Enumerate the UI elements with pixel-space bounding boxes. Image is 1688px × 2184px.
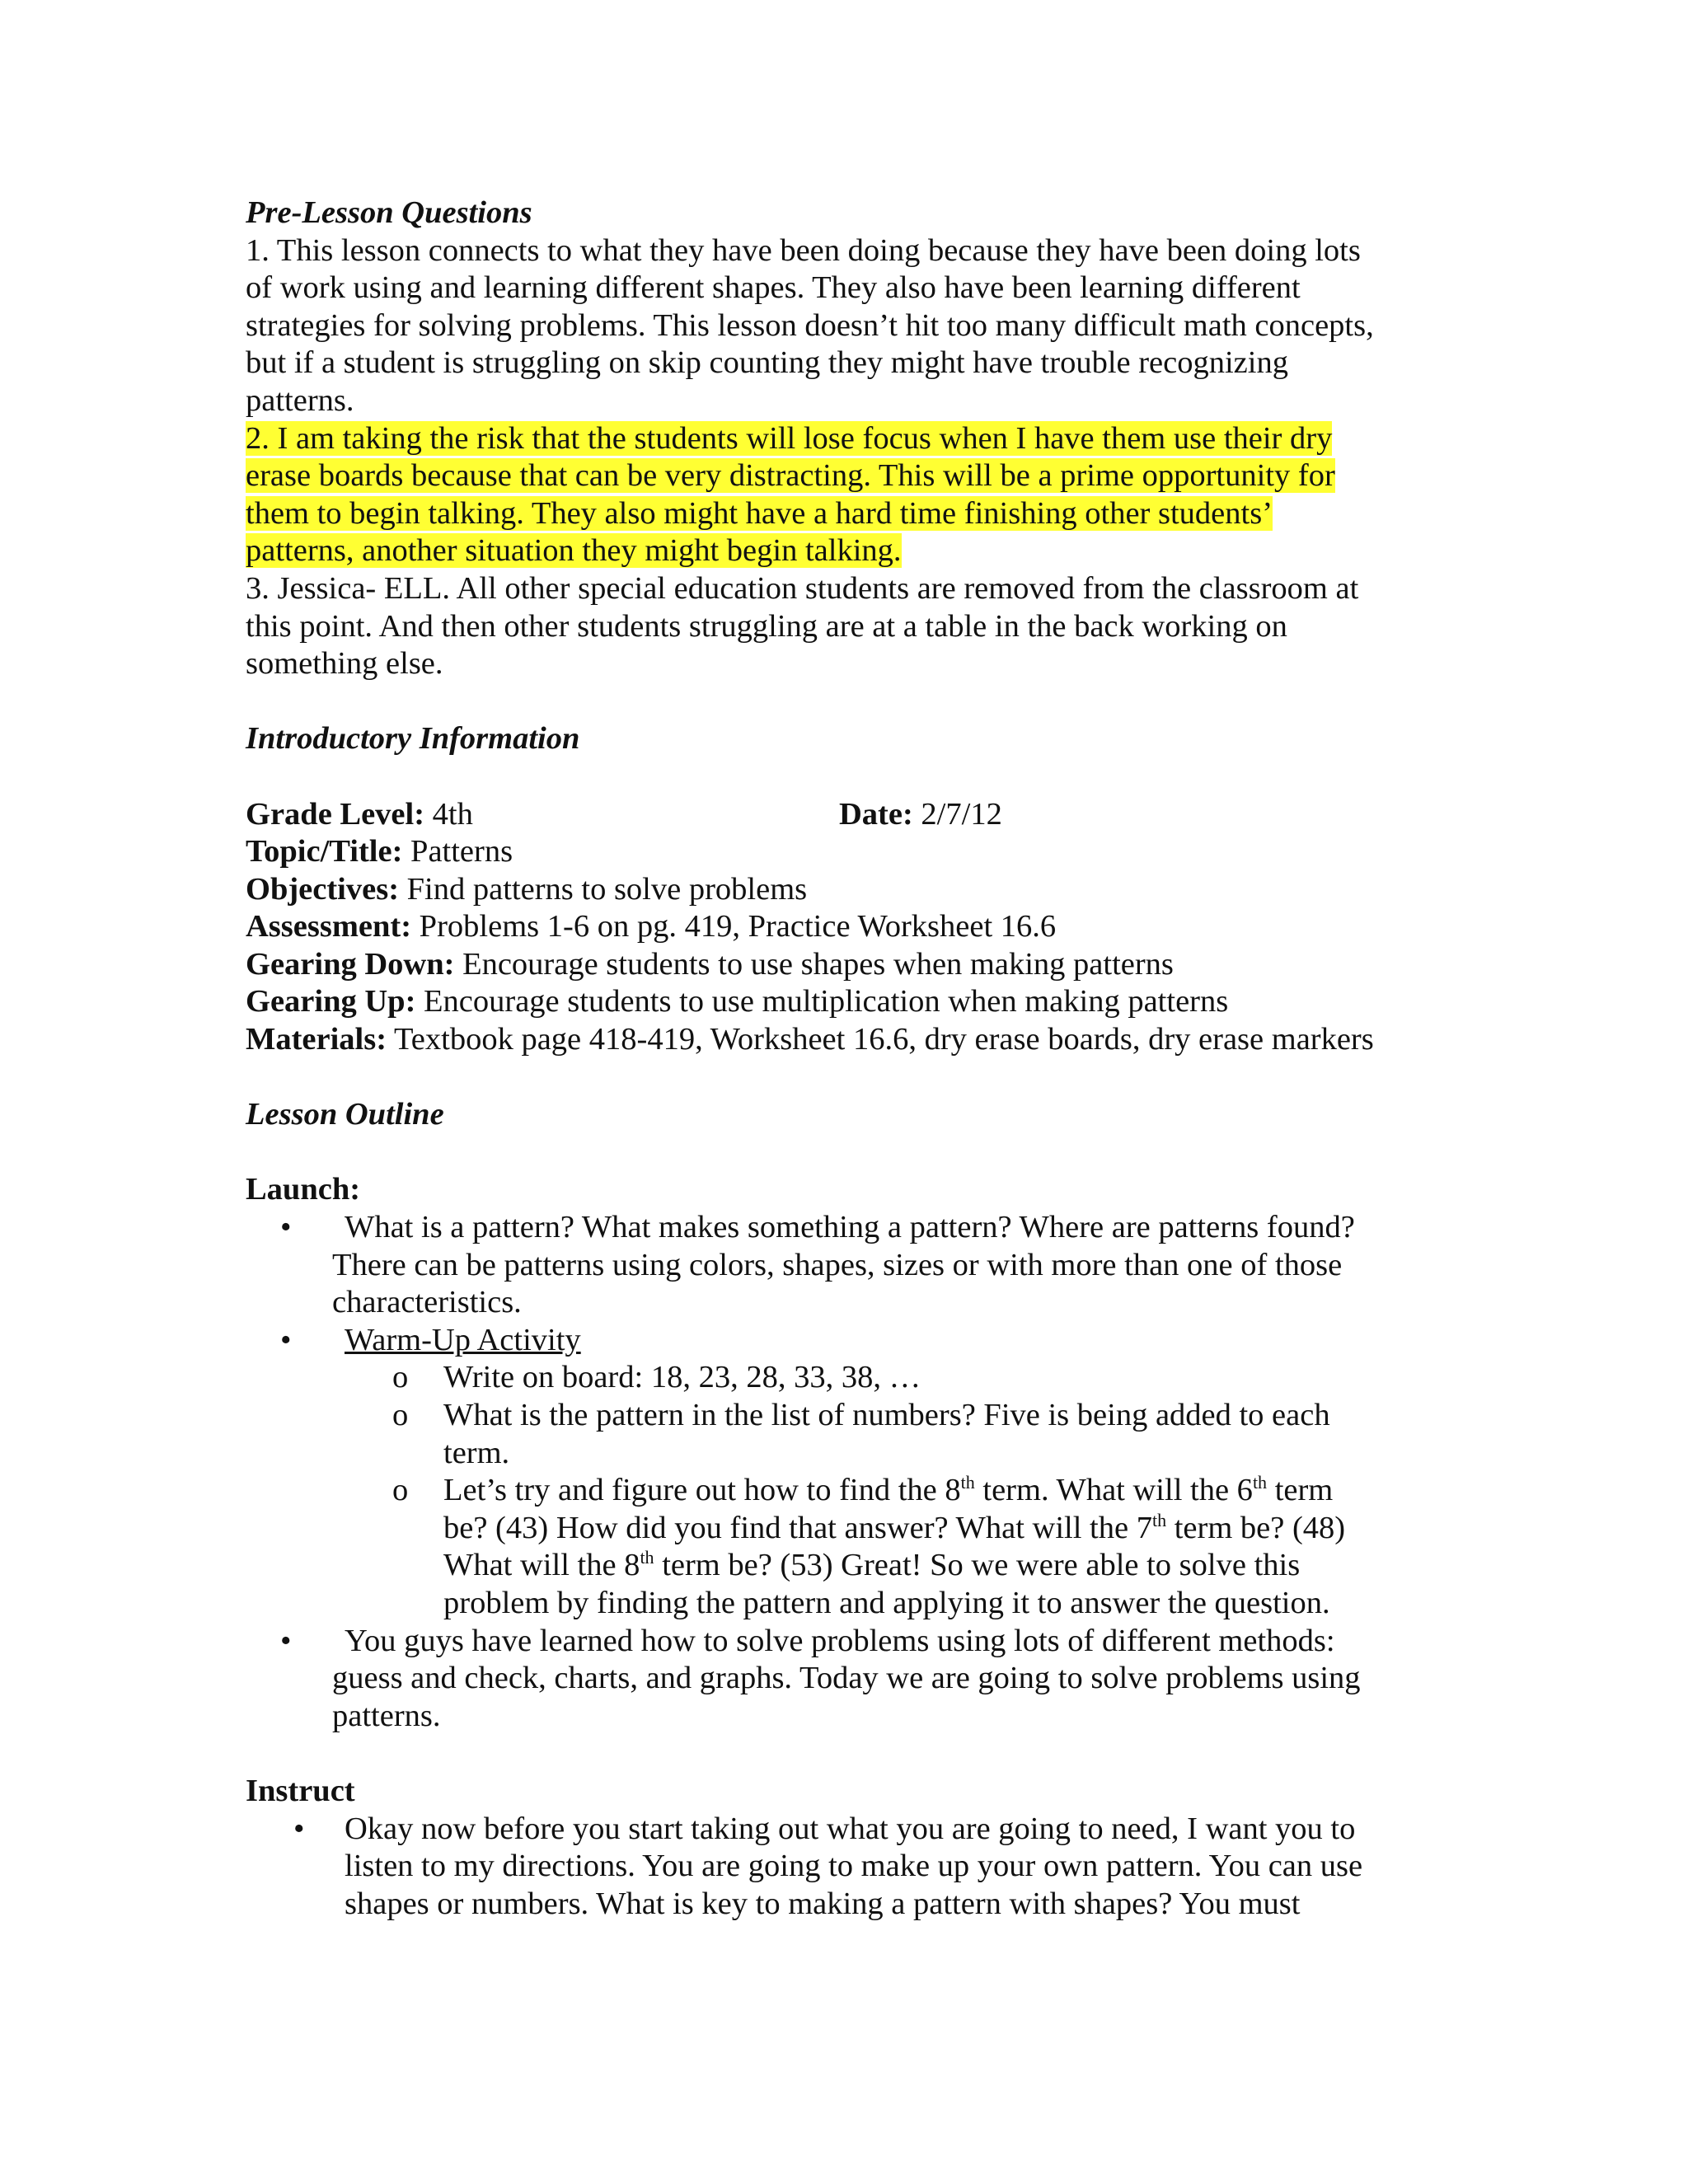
list-item (246, 1472, 1449, 1510)
q2-highlighted-line: erase boards because that can be very distracting. This will be a prime opportunity for (246, 458, 1335, 494)
topic-row (246, 833, 1449, 871)
sub-bullet-icon: o (392, 1398, 409, 1432)
pre-lesson-title: Pre-Lesson Questions (246, 195, 532, 230)
warmup-s3-line: problem by finding the pattern and applying it to answer the question. (443, 1585, 1330, 1620)
launch-label: Launch: (246, 1172, 361, 1207)
warmup-s3-text: term (1267, 1473, 1334, 1508)
launch-b1-line: There can be patterns using colors, shapes, sizes or with more than one of those (332, 1247, 1343, 1282)
warmup-s2-line: What is the pattern in the list of numbers? Five is being added to each (443, 1398, 1330, 1432)
superscript: th (960, 1472, 975, 1493)
gearing-down-label: Gearing Down: (246, 946, 455, 982)
instruct-b1-line: Okay now before you start taking out what you are going to need, I want you to (345, 1811, 1356, 1846)
launch-b3-line: guess and check, charts, and graphs. Today we are going to solve problems using (332, 1661, 1361, 1696)
list-item (246, 1811, 1449, 1849)
list-item (246, 1397, 1449, 1435)
list-item (246, 1209, 1449, 1247)
outline-title: Lesson Outline (246, 1097, 444, 1132)
materials-row (246, 1021, 1449, 1059)
q1-line: 1. This lesson connects to what they have been doing because they have been doing lots (246, 232, 1361, 268)
q1-line: strategies for solving problems. This lesson doesn’t hit too many difficult math concepts, (246, 307, 1374, 343)
q3-line: 3. Jessica- ELL. All other special education students are removed from the classroom at (246, 570, 1359, 606)
lesson-plan-document (246, 194, 1449, 1923)
launch-b1-line: What is a pattern? What makes something a pattern? Where are patterns found? (345, 1210, 1355, 1245)
objectives-row (246, 871, 1449, 909)
warmup-label: Warm-Up Activity (345, 1322, 581, 1357)
warmup-s2-line: term. (443, 1435, 510, 1470)
gearing-down-row (246, 946, 1449, 984)
bullet-icon: • (280, 1322, 292, 1357)
warmup-s3-text: What will the 8 (443, 1548, 640, 1583)
bullet-icon: • (280, 1210, 292, 1245)
q3-line: this point. And then other students struggling are at a table in the back working on (246, 608, 1287, 644)
bullet-icon: • (280, 1623, 292, 1658)
instruct-label: Instruct (246, 1773, 355, 1808)
warmup-s1: Write on board: 18, 23, 28, 33, 38, … (443, 1360, 921, 1395)
superscript: th (640, 1547, 654, 1568)
sub-bullet-icon: o (392, 1360, 409, 1395)
topic-value: Patterns (402, 834, 513, 869)
topic-label: Topic/Title: (246, 834, 403, 869)
q1-line: patterns. (246, 382, 354, 418)
gearing-up-row (246, 983, 1449, 1021)
date-value: 2/7/12 (912, 796, 1002, 832)
sub-bullet-icon: o (392, 1473, 409, 1508)
warmup-s3-text: term be? (53) Great! So we were able to solve this (654, 1548, 1301, 1583)
warmup-s3-text: be? (43) How did you find that answer? What will the 7 (443, 1510, 1152, 1545)
superscript: th (1151, 1509, 1167, 1530)
q2-highlighted-line: them to begin talking. They also might have a hard time finishing other students’ (246, 495, 1273, 531)
q2-highlighted-line: patterns, another situation they might begin talking. (246, 533, 902, 569)
assessment-row (246, 908, 1449, 946)
q1-line: of work using and learning different shapes. They also have been learning different (246, 270, 1301, 306)
grade-date-row (246, 796, 1449, 834)
instruct-b1-line: shapes or numbers. What is key to making a pattern with shapes? You must (345, 1886, 1301, 1921)
gearing-down-value: Encourage students to use shapes when making patterns (454, 946, 1174, 982)
objectives-label: Objectives: (246, 871, 400, 907)
warmup-s3-text: term. What will the 6 (974, 1473, 1253, 1508)
warmup-s3-text: term be? (48) (1166, 1510, 1346, 1545)
grade-label: Grade Level: (246, 796, 425, 832)
list-item (246, 1623, 1449, 1661)
objectives-value: Find patterns to solve problems (399, 871, 808, 907)
materials-label: Materials: (246, 1022, 387, 1057)
launch-b1-line: characteristics. (332, 1285, 522, 1320)
bullet-icon: • (293, 1811, 305, 1846)
warmup-s3-text: Let’s try and figure out how to find the 8 (443, 1473, 961, 1508)
launch-b3-line: You guys have learned how to solve problems using lots of different methods: (345, 1623, 1335, 1658)
list-item (246, 1359, 1449, 1397)
superscript: th (1252, 1472, 1268, 1493)
gearing-up-value: Encourage students to use multiplication when making patterns (415, 984, 1229, 1019)
instruct-b1-line: listen to my directions. You are going to make up your own pattern. You can use (345, 1849, 1363, 1884)
assessment-value: Problems 1-6 on pg. 419, Practice Worksheet 16.6 (411, 909, 1057, 944)
assessment-label: Assessment: (246, 909, 412, 944)
warmup-s3-line (246, 1510, 1449, 1548)
date-label: Date: (839, 796, 913, 832)
launch-b3-line: patterns. (332, 1698, 441, 1733)
list-item (246, 1322, 1449, 1360)
q3-line: something else. (246, 646, 443, 682)
grade-value: 4th (424, 796, 473, 832)
gearing-up-label: Gearing Up: (246, 984, 416, 1019)
q2-highlighted-line: 2. I am taking the risk that the students will lose focus when I have them use their dry (246, 420, 1333, 456)
warmup-s3-line (246, 1547, 1449, 1585)
q1-line: but if a student is struggling on skip counting they might have trouble recognizing (246, 345, 1288, 381)
intro-title: Introductory Information (246, 721, 580, 757)
materials-value: Textbook page 418-419, Worksheet 16.6, dry erase boards, dry erase markers (387, 1022, 1374, 1057)
